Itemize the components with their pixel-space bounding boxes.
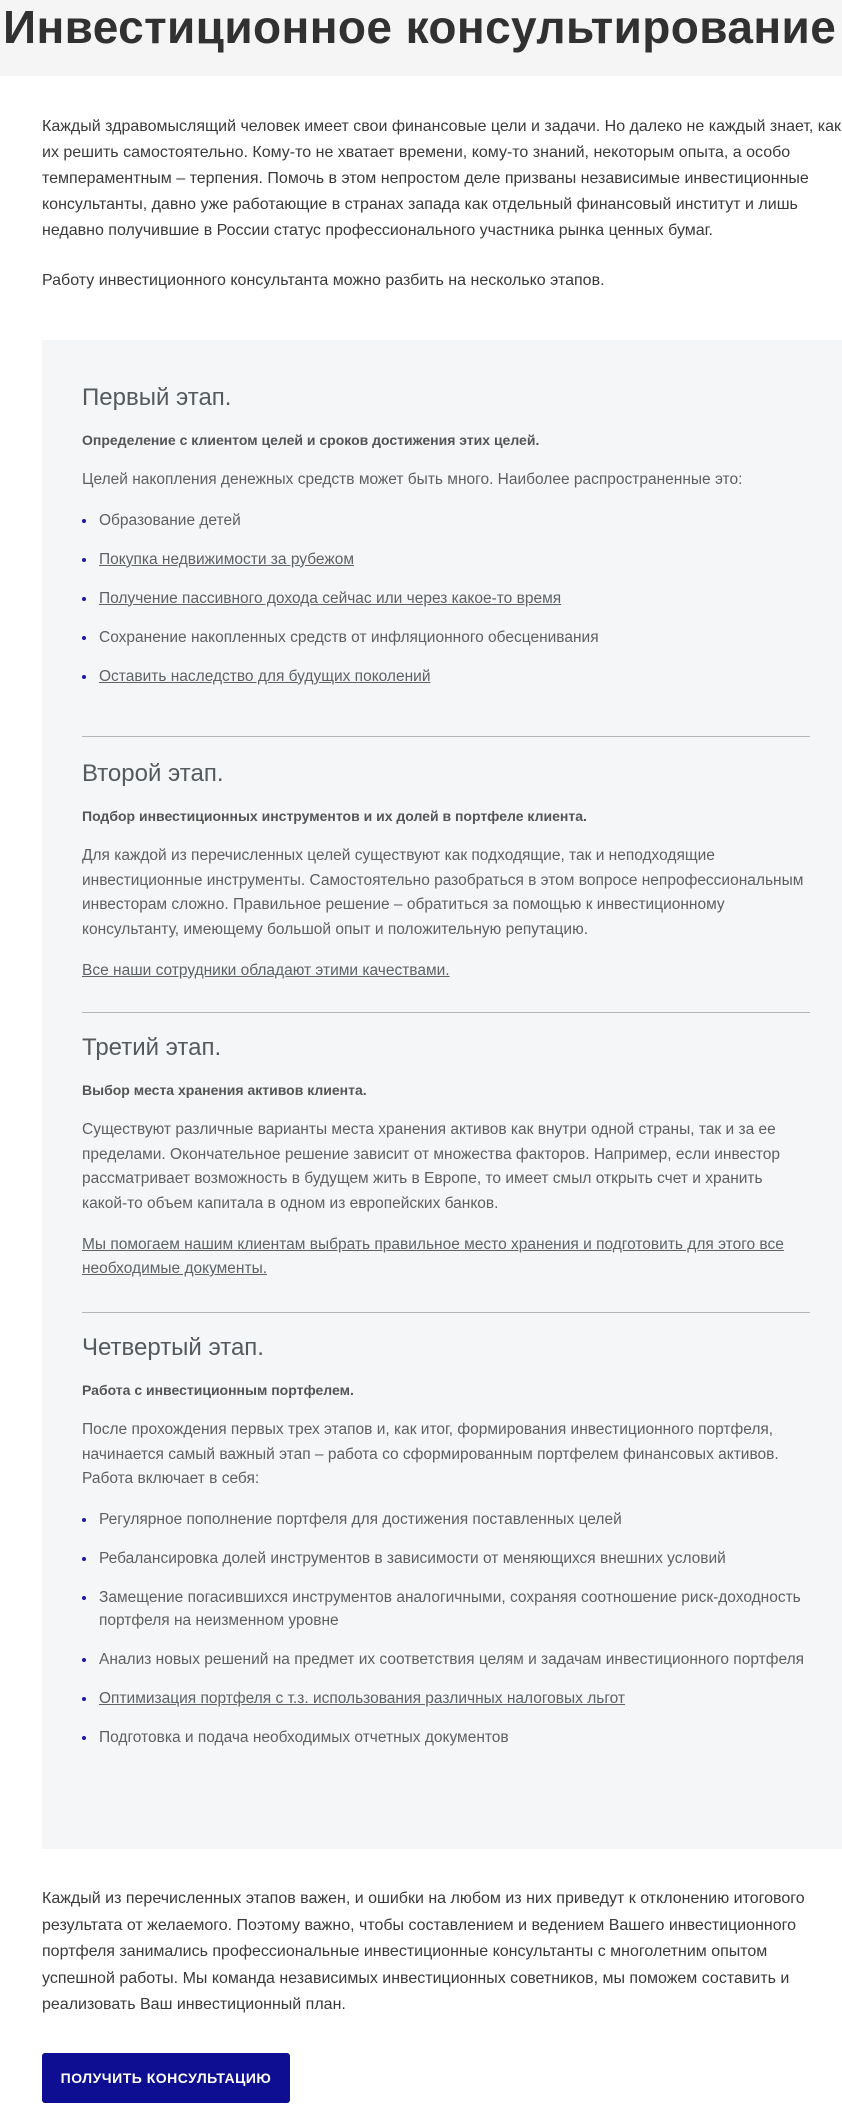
stage-divider [82,1012,810,1013]
list-item: Регулярное пополнение портфеля для достижения поставленных целей [82,1508,810,1532]
stage-2 [82,760,810,983]
page-title: Инвестиционное консультирование [3,1,837,53]
stage-text: Существуют различные варианты места хранения активов как внутри одной страны, так и за ее пределами. Окончательное решение зависит от множества факторов. Например, если инвестор рассматривает возможность в будущем жить в Европе, то имеет смыл открыть счет и хранить какой-то объем капитала в одном из европейских банков. [82,1121,781,1212]
goal-list [82,509,810,689]
outro-paragraph: Каждый из перечисленных этапов важен, и ошибки на любом из них приведут к отклонению итогового результата от желаемого. Поэтому важно, чтобы составлением и ведением Вашего инвестиционного портфеля занимались профессиональные инвестиционные консультанты с многолетним опытом успешной работы. Мы команда независимых инвестиционных советников, мы поможем составить и реализовать Ваш инвестиционный план. [42,1890,805,2013]
page-header [0,0,842,76]
list-item: Подготовка и подача необходимых отчетных документов [82,1726,810,1750]
intro-paragraph: Каждый здравомыслящий человек имеет свои финансовые цели и задачи. Но далеко не каждый знает, как их решить самостоятельно. Кому-то не хватает времени, кому-то знаний, некоторым опыта, а особо темпераментным – терпения. Помочь в этом непростом деле призваны независимые инвестиционные консультанты, давно уже работающие в странах запада как отдельный финансовый институт и лишь недавно получившие в России статус профессионального участника рынка ценных бумаг. [42,118,842,239]
list-item: Замещение погасившихся инструментов аналогичными, сохраняя соотношение риск-доходность портфеля на неизменном уровне [82,1586,810,1633]
stages-panel [42,340,842,1849]
stage-link[interactable]: Мы помогаем нашим клиентам выбрать правильное место хранения и подготовить для этого все необходимые документы. [82,1236,784,1277]
stage-subtitle: Определение с клиентом целей и сроков достижения этих целей. [82,432,540,448]
stage-4 [82,1334,810,1765]
stage-subtitle: Подбор инвестиционных инструментов и их долей в портфеле клиента. [82,808,587,824]
list-item: Ребалансировка долей инструментов в зависимости от меняющихся внешних условий [82,1547,810,1571]
stage-divider [82,736,810,737]
stage-title: Третий этап. [82,1034,222,1061]
list-item-link[interactable]: Оптимизация портфеля с т.з. использования различных налоговых льгот [82,1687,810,1711]
stage-title: Четвертый этап. [82,1334,264,1361]
stage-3 [82,1034,810,1281]
stage-text: Целей накопления денежных средств может быть много. Наиболее распространенные это: [82,471,743,488]
stage-1 [82,384,810,704]
list-item: Анализ новых решений на предмет их соответствия целям и задачам инвестиционного портфеля [82,1648,810,1672]
stage-link[interactable]: Все наши сотрудники обладают этими качествами. [82,962,450,979]
list-item-link[interactable]: Покупка недвижимости за рубежом [82,548,810,572]
list-item: Сохранение накопленных средств от инфляционного обесценивания [82,626,810,650]
stage-text: Для каждой из перечисленных целей существуют как подходящие, так и неподходящие инвестиционные инструменты. Самостоятельно разобраться в этом вопросе непрофессиональным инвесторам сложно. Правильное решение – обратиться за помощью к инвестиционному консультанту, имеющему большой опыт и положительную репутацию. [82,847,804,938]
stage-divider [82,1312,810,1313]
work-list [82,1508,810,1750]
list-item: Образование детей [82,509,810,533]
stage-subtitle: Работа с инвестиционным портфелем. [82,1382,354,1398]
stage-title: Первый этап. [82,384,232,411]
stage-text: После прохождения первых трех этапов и, как итог, формирования инвестиционного портфеля, начинается самый важный этап – работа со сформированным портфелем финансовых активов. Работа включает в себя: [82,1421,779,1487]
list-item-link[interactable]: Оставить наследство для будущих поколений [82,665,810,689]
stage-subtitle: Выбор места хранения активов клиента. [82,1082,367,1098]
list-item-link[interactable]: Получение пассивного дохода сейчас или через какое-то время [82,587,810,611]
stage-title: Второй этап. [82,760,224,787]
intro-section [42,114,842,318]
get-consultation-button[interactable]: ПОЛУЧИТЬ КОНСУЛЬТАЦИЮ [42,2053,290,2103]
intro-paragraph: Работу инвестиционного консультанта можно разбить на несколько этапов. [42,272,605,289]
